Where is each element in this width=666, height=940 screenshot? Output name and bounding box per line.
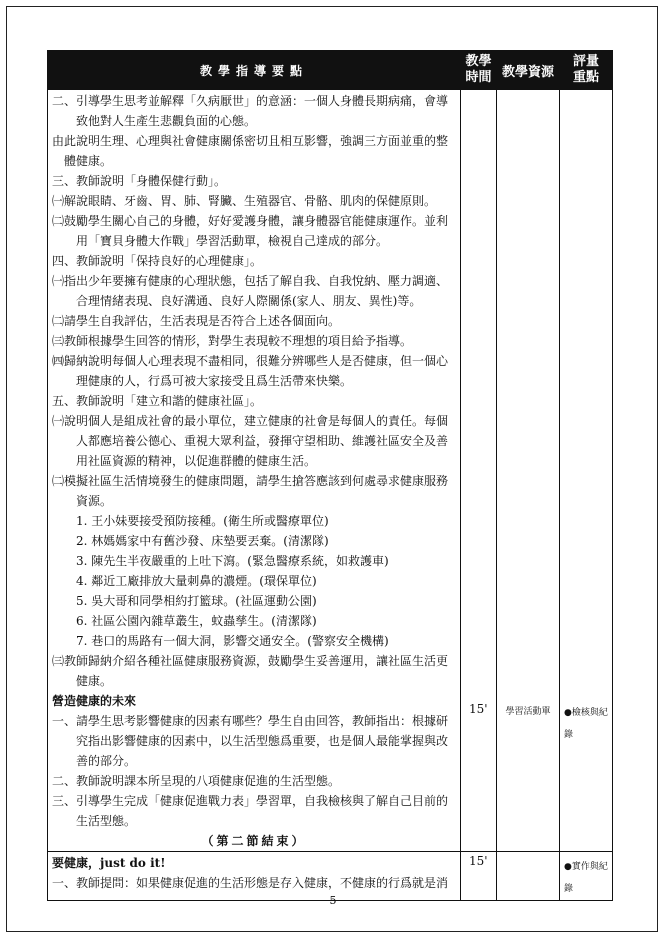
list-item: 3. 陳先生半夜嚴重的上吐下瀉。(緊急醫療系統，如救護車) [76, 554, 389, 568]
paragraph: 由此說明生理、心理與社會健康關係密切且相互影響，強調三方面並重的整體健康。 [52, 134, 449, 168]
paragraph: 一、請學生思考影響健康的因素有哪些？學生自由回答，教師指出：根據研究指出影響健康的因素中，以生活型態爲重要，也是個人最能掌握與改善的部分。 [52, 714, 449, 768]
section-title-just-do-it: 要健康，just do it! [52, 856, 166, 870]
teaching-time-cell [461, 90, 497, 852]
paragraph: ㈡請學生自我評估，生活表現是否符合上述各個面向。 [52, 314, 341, 328]
list-item: 5. 吳大哥和同學相約打籃球。(社區運動公園) [76, 594, 317, 608]
table-row-main [48, 90, 613, 852]
section-heading: 三、教師說明「身體保健行動」。 [52, 174, 227, 188]
header-teaching-time [461, 51, 497, 90]
time-value: 15' [469, 854, 488, 868]
lesson-plan-table [47, 50, 613, 901]
paragraph: ㈠解說眼睛、牙齒、胃、肺、腎臟、生殖器官、骨骼、肌肉的保健原則。 [52, 194, 437, 208]
paragraph: ㈢教師歸納介紹各種社區健康服務資源，鼓勵學生妥善運用，讓社區生活更健康。 [52, 654, 449, 688]
section-title-future: 營造健康的未來 [52, 694, 137, 708]
paragraph: ㈠指出少年要擁有健康的心理狀態，包括了解自我、自我悅納、壓力調適、合理情緒表現、良好溝通、良好人際關係(家人、朋友、異性)等。 [52, 274, 449, 308]
section-end-label: （第二節結束） [201, 834, 307, 848]
paragraph: 一、教師提問：如果健康促進的生活形態是存入健康，不健康的行爲就是消 [52, 876, 449, 890]
paragraph: ㈡鼓勵學生關心自己的身體，好好愛護身體，讓身體器官能健康運作。並利用「寶貝身體大作戰」學習活動單，檢視自己達成的部分。 [52, 214, 449, 248]
paragraph: 三、引導學生完成「健康促進戰力表」學習單，自我檢核與了解自己目前的生活型態。 [52, 794, 449, 828]
header-evaluation-focus [560, 51, 613, 90]
section-heading: 四、教師說明「保持良好的心理健康」。 [52, 254, 263, 268]
header-time-label: 教學 時間 [465, 54, 492, 85]
list-item: 2. 林媽媽家中有舊沙發、床墊要丟棄。(清潔隊) [76, 534, 329, 548]
list-item: 7. 巷口的馬路有一個大洞，影響交通安全。(警察安全機構) [76, 634, 389, 648]
header-teaching-points: 教學指導要點 [48, 51, 461, 90]
header-eval-label: 評量 重點 [572, 54, 599, 85]
list-item: 1. 王小妹要接受預防接種。(衛生所或醫療單位) [76, 514, 329, 528]
resource-value: 學習活動單 [505, 707, 551, 717]
paragraph: 二、引導學生思考並解釋「久病厭世」的意涵：一個人身體長期病痛，會導致他對人生產生悲觀負面的心態。 [52, 94, 449, 128]
evaluation-cell [560, 90, 613, 852]
section-heading: 五、教師說明「建立和諧的健康社區」。 [52, 394, 263, 408]
paragraph: ㈡模擬社區生活情境發生的健康問題，請學生搶答應該到何處尋求健康服務資源。 [52, 474, 449, 508]
teaching-points-cell [48, 90, 461, 852]
evaluation-value: ●檢核與紀錄 [564, 708, 608, 740]
paragraph: ㈣歸納說明每個人心理表現不盡相同，很難分辨哪些人是否健康，但一個心理健康的人，行爲可被大家接受且爲生活帶來快樂。 [52, 354, 449, 388]
list-item: 4. 鄰近工廠排放大量刺鼻的濃煙。(環保單位) [76, 574, 317, 588]
paragraph: ㈢教師根據學生回答的情形，對學生表現較不理想的項目給予指導。 [52, 334, 413, 348]
header-teaching-resources: 教學資源 [497, 51, 560, 90]
evaluation-value: ●實作與紀錄 [564, 862, 608, 894]
paragraph: ㈠說明個人是組成社會的最小單位，建立健康的社會是每個人的責任。每個人都應培養公德心、重視大眾利益，發揮守望相助、維護社區安全及善用社區資源的精神，以促進群體的健康生活。 [52, 414, 449, 468]
page-number: 5 [329, 894, 337, 907]
teaching-resources-cell [497, 90, 560, 852]
list-item: 6. 社區公園內雜草叢生，蚊蟲孳生。(清潔隊) [76, 614, 317, 628]
paragraph: 二、教師說明課本所呈現的八項健康促進的生活型態。 [52, 774, 341, 788]
time-value: 15' [469, 702, 488, 716]
table-header-row [48, 51, 613, 90]
